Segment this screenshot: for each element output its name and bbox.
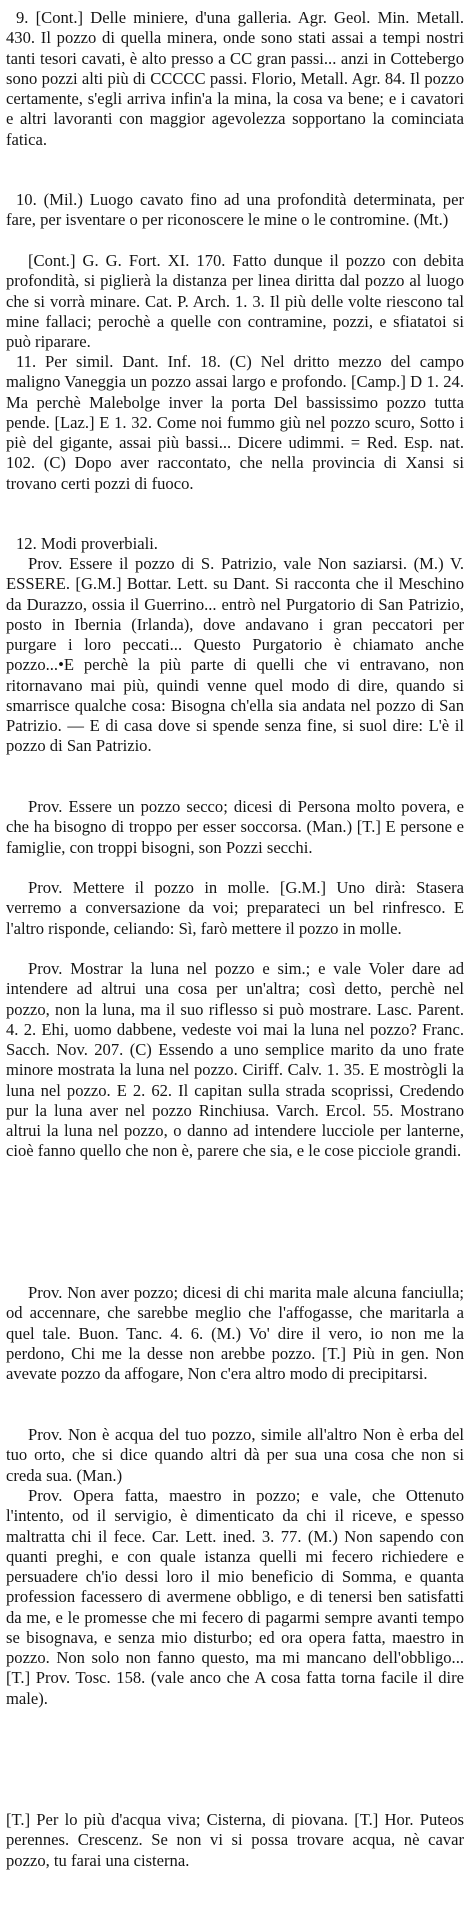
entry-12: 12. Modi proverbiali. <box>16 534 158 553</box>
entry-10: 10. (Mil.) Luogo cavato fino ad una profondità determinata, per fare, per isventare o per riconoscere le mine o le contromine. (Mt.) <box>6 190 464 230</box>
dictionary-page <box>6 8 464 1891</box>
proverb-luna-nel-pozzo: Prov. Mostrar la luna nel pozzo e sim.; e vale Voler dare ad intendere ad altrui una cosa per un'altra; così detto, perchè nel pozzo, non la luna, ma il suo riflesso si può mostrare. Lasc. Parent. 4. 2. Ehi, uomo dabbene, vedeste voi mai la luna nel pozzo? Franc. Sacch. Nov. 207. (C) Essendo a uno semplice marito da uno frate minore mostrata la luna nel pozzo. Ciriff. Calv. 1. 35. E mostrògli la luna nel pozzo. E 2. 62. Il capitan sulla strada scoprissi, Credendo pur la luna aver nel pozzo Rinchiusa. Varch. Ercol. 55. Mostrano altrui la luna nel pozzo, o danno ad intendere lucciole per lanterne, cioè fanno quello che non è, parere che sia, e le cose picciole grandi. <box>6 959 464 1161</box>
proverb-opera-fatta: Prov. Opera fatta, maestro in pozzo; e vale, che Ottenuto l'intento, od il servigio, è dimenticato da chi il riceve, e spesso maltratta chi il fece. Car. Lett. ined. 3. 77. (M.) Non sapendo con quanti preghi, e con quale istanza quelli mi fecero richiedere e persuadere ch'io dessi loro il mio beneficio di Somma, e quanta profession facessero di avermene obbligo, e di tenersi ben satisfatti da me, e le promesse che mi fecero di pagarmi sempre avanti tempo se bisognava, e senza mio disturbo; ed ora opera fatta, maestro in pozzo. Non solo non fanno questo, ma mi mancano dell'obbligo... [T.] Prov. Tosc. 158. (vale anco che A cosa fatta torna facile il dire male). <box>6 1486 464 1708</box>
proverb-patrizio: Prov. Essere il pozzo di S. Patrizio, vale Non saziarsi. (M.) V. ESSERE. [G.M.] Bottar. Lett. su Dant. Si racconta che il Meschino da Durazzo, ossia il Guerrino... entrò nel Purgatorio di San Patrizio, posto in Ibernia (Irlanda), dove andavano i gran peccatori per purgare i loro peccati... Questo Purgatorio è chiamato anche pozzo...•E perchè la più parte di quelli che vi entravano, non ritornavano mai più, quindi venne quel modo di dire, quando si smarrisce qualche cosa: Bisogna ch'ella sia andata nel pozzo di San Patrizio. — E di casa dove si spende senza fine, si suol dire: L'è il pozzo di San Patrizio. <box>6 554 464 756</box>
entry-9: 9. [Cont.] Delle miniere, d'una galleria. Agr. Geol. Min. Metall. 430. Il pozzo di quella minera, onde sono stati assai a tempi nostri tanti tesori cavati, è alto presso a CC gran passi... anzi in Cottebergo sono pozzi alti più di CCCCC passi. Florio, Metall. Agr. 84. Il pozzo certamente, s'egli arriva infin'a la mina, la cosa va bene; e i cavatori e altri lavoranti con maggior agevolezza sopportano la cominciata fatica. <box>6 8 464 149</box>
proverb-non-aver-pozzo: Prov. Non aver pozzo; dicesi di chi marita male alcuna fanciulla; od accennare, che sarebbe meglio che l'affogasse, che maritarla a quel tale. Buon. Tanc. 4. 6. (M.) Vo' dire il vero, io non me la perdono, Chi me la desse non arebbe pozzo. [T.] Più in gen. Non avevate pozzo da affogare, Non c'era altro modo di precipitarsi. <box>6 1283 464 1383</box>
proverb-acqua-del-tuo-pozzo: Prov. Non è acqua del tuo pozzo, simile all'altro Non è erba del tuo orto, che si dice quando altri dà per sua una cosa che non si creda sua. (Man.) <box>6 1425 464 1485</box>
entry-cisterna: [T.] Per lo più d'acqua viva; Cisterna, di piovana. [T.] Hor. Puteos perennes. Crescenz. Se non vi si possa trovare acqua, nè cavar pozzo, tu farai una cisterna. <box>6 1810 464 1870</box>
proverb-pozzo-secco: Prov. Essere un pozzo secco; dicesi di Persona molto povera, e che ha bisogno di troppo per esser soccorsa. (Man.) [T.] E persone e famiglie, con troppi bisogni, son Pozzi secchi. <box>6 797 464 857</box>
entry-10-cont: [Cont.] G. G. Fort. XI. 170. Fatto dunque il pozzo con debita profondità, si piglierà la distanza per linea diritta dal pozzo al luogo che si vorrà minare. Cat. P. Arch. 1. 3. Il più delle volte riescono tal mine fallaci; perochè a quelle con contramine, pozzi, e sfiatatoi si può riparare. <box>6 251 464 351</box>
proverb-pozzo-in-molle: Prov. Mettere il pozzo in molle. [G.M.] Uno dirà: Stasera verremo a conversazione da voi; preparateci un bel rinfresco. E l'altro risponde, celiando: Sì, farò mettere il pozzo in molle. <box>6 878 464 938</box>
entry-11: 11. Per simil. Dant. Inf. 18. (C) Nel dritto mezzo del campo maligno Vaneggia un pozzo assai largo e profondo. [Camp.] D 1. 24. Ma perchè Malebolge inver la porta Del bassissimo pozzo tutta pende. [Laz.] E 1. 32. Come noi fummo giù nel pozzo scuro, Sotto i piè del gigante, assai più bassi... Dicere udimmi. = Red. Esp. nat. 102. (C) Dopo aver raccontato, che nella provincia di Xansi si trovano certi pozzi di fuoco. <box>6 352 464 493</box>
